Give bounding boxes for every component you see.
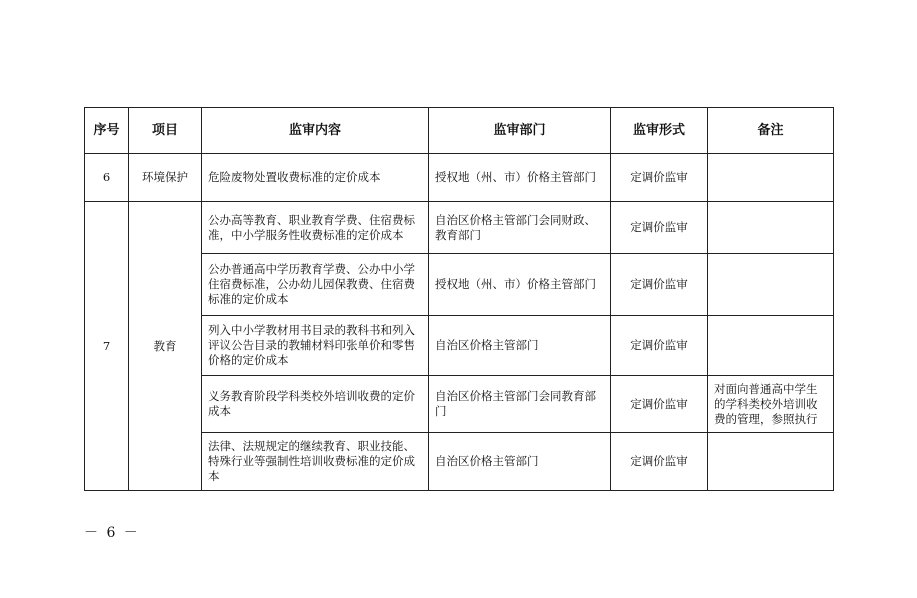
table-row [85,154,834,202]
cell-form: 定调价监审 [611,316,708,376]
cell-content: 公办高等教育、职业教育学费、住宿费标准，中小学服务性收费标准的定价成本 [202,202,429,254]
pricing-review-table [84,107,834,491]
cell-seq: 7 [85,202,129,491]
cell-note [708,154,834,202]
cell-content: 列入中小学教材用书目录的教科书和列入评议公告目录的教辅材料印张单价和零售价格的定价成本 [202,316,429,376]
header-content: 监审内容 [202,108,429,154]
header-item: 项目 [129,108,202,154]
cell-form: 定调价监审 [611,433,708,491]
cell-form: 定调价监审 [611,202,708,254]
page-number: － 6 － [84,525,140,541]
table-row [85,202,834,254]
cell-note [708,202,834,254]
table-header-row [85,108,834,154]
cell-item: 教育 [129,202,202,491]
cell-form: 定调价监审 [611,154,708,202]
cell-note [708,433,834,491]
header-form: 监审形式 [611,108,708,154]
cell-note [708,254,834,316]
cell-seq: 6 [85,154,129,202]
cell-dept: 授权地（州、市）价格主管部门 [429,254,611,316]
header-seq: 序号 [85,108,129,154]
cell-note: 对面向普通高中学生的学科类校外培训收费的管理，参照执行 [708,376,834,433]
cell-item: 环境保护 [129,154,202,202]
cell-content: 义务教育阶段学科类校外培训收费的定价成本 [202,376,429,433]
cell-dept: 自治区价格主管部门 [429,316,611,376]
header-dept: 监审部门 [429,108,611,154]
cell-note [708,316,834,376]
header-note: 备注 [708,108,834,154]
cell-content: 危险废物处置收费标准的定价成本 [202,154,429,202]
cell-form: 定调价监审 [611,254,708,316]
cell-content: 法律、法规规定的继续教育、职业技能、特殊行业等强制性培训收费标准的定价成本 [202,433,429,491]
cell-dept: 自治区价格主管部门 [429,433,611,491]
cell-form: 定调价监审 [611,376,708,433]
cell-content: 公办普通高中学历教育学费、公办中小学住宿费标准，公办幼儿园保教费、住宿费标准的定价成本 [202,254,429,316]
cell-dept: 自治区价格主管部门会同教育部门 [429,376,611,433]
cell-dept: 自治区价格主管部门会同财政、教育部门 [429,202,611,254]
cell-dept: 授权地（州、市）价格主管部门 [429,154,611,202]
